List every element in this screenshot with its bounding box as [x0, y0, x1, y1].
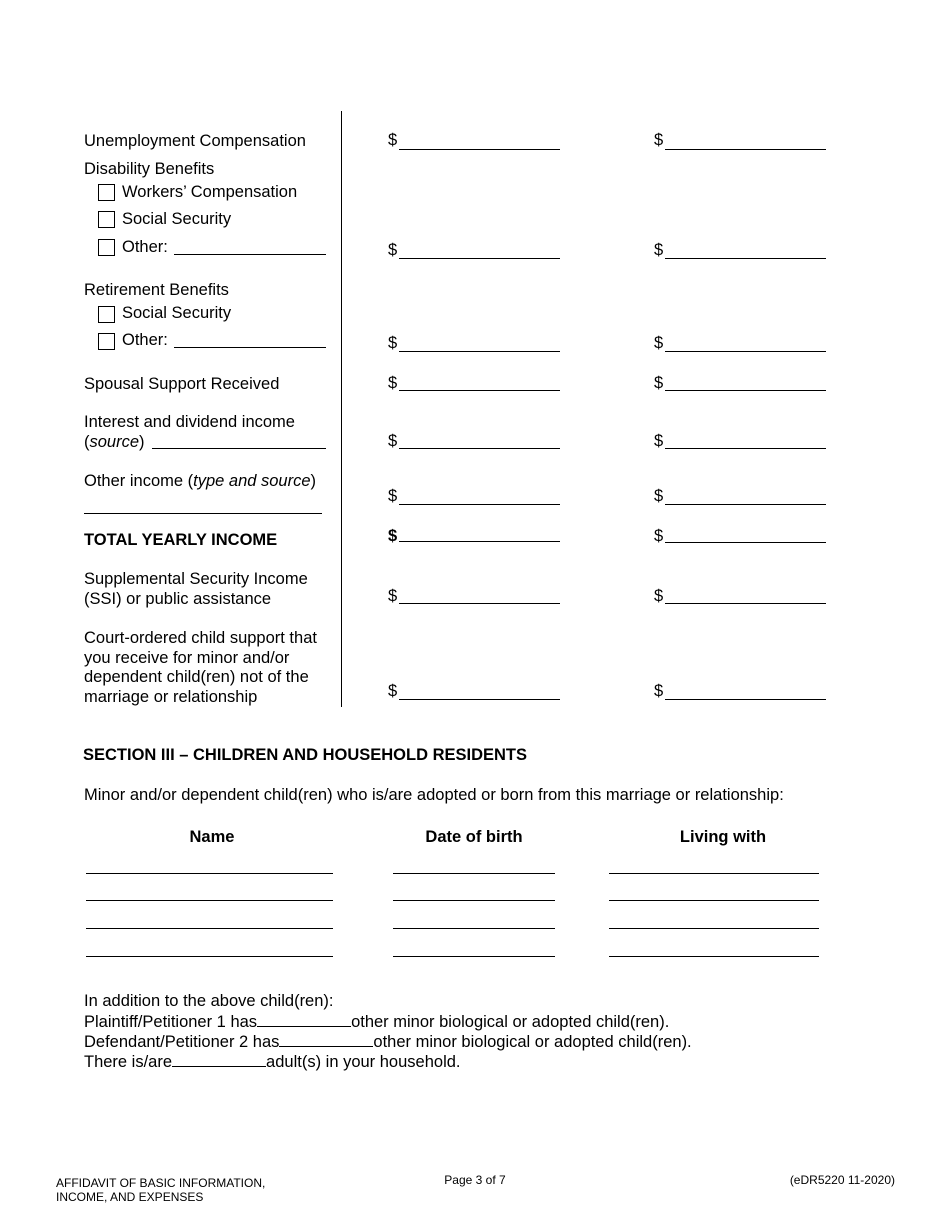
currency-sign: $	[388, 374, 398, 392]
disability-other-label: Other:	[122, 238, 168, 256]
currency-sign: $	[654, 334, 664, 352]
disability-social-security-checkbox[interactable]	[98, 211, 115, 228]
child-support-label-line1: Court-ordered child support that	[84, 629, 317, 647]
other-income-amount-2-field[interactable]	[665, 504, 826, 505]
child-dob-field[interactable]	[393, 873, 555, 874]
child-support-label-line2: you receive for minor and/or	[84, 649, 290, 667]
spousal-support-label: Spousal Support Received	[84, 375, 280, 393]
ssi-amount-2-field[interactable]	[665, 603, 826, 604]
column-header-date-of-birth: Date of birth	[425, 828, 523, 846]
total-amount-2-field[interactable]	[665, 542, 826, 543]
currency-sign: $	[388, 131, 398, 149]
petitioner-1-count-field[interactable]	[257, 1011, 351, 1027]
currency-sign: $	[388, 241, 398, 259]
currency-sign: $	[654, 374, 664, 392]
children-intro: Minor and/or dependent child(ren) who is/are adopted or born from this marriage or relationship:	[84, 786, 784, 804]
currency-sign: $	[654, 527, 664, 545]
other-income-label: Other income (type and source)	[84, 472, 317, 490]
disability-other-checkbox[interactable]	[98, 239, 115, 256]
child-support-label-line3: dependent child(ren) not of the	[84, 668, 309, 686]
column-divider	[341, 111, 342, 707]
petitioner-2-line: Defendant/Petitioner 2 has other minor biological or adopted child(ren).	[84, 1033, 692, 1051]
other-income-type-field[interactable]	[84, 513, 322, 514]
retirement-amount-2-field[interactable]	[665, 351, 826, 352]
page-number: Page 3 of 7	[444, 1173, 506, 1187]
petitioner-2-count-field[interactable]	[279, 1031, 373, 1047]
disability-other-field[interactable]	[174, 254, 326, 255]
currency-sign: $	[654, 587, 664, 605]
disability-amount-2-field[interactable]	[665, 258, 826, 259]
currency-sign: $	[654, 131, 664, 149]
child-name-field[interactable]	[86, 873, 333, 874]
interest-amount-1-field[interactable]	[399, 448, 560, 449]
retirement-amount-1-field[interactable]	[399, 351, 560, 352]
currency-sign: $	[388, 487, 398, 505]
adults-line: There is/are adult(s) in your household.	[84, 1053, 461, 1071]
disability-benefits-label: Disability Benefits	[84, 160, 215, 178]
child-support-label-line4: marriage or relationship	[84, 688, 258, 706]
interest-amount-2-field[interactable]	[665, 448, 826, 449]
child-living-with-field[interactable]	[609, 873, 819, 874]
child-name-field[interactable]	[86, 956, 333, 957]
currency-sign: $	[388, 682, 398, 700]
retirement-other-checkbox[interactable]	[98, 333, 115, 350]
additional-children-intro: In addition to the above child(ren):	[84, 992, 334, 1010]
disability-amount-1-field[interactable]	[399, 258, 560, 259]
currency-sign: $	[388, 587, 398, 605]
adults-count-field[interactable]	[172, 1051, 266, 1067]
ssi-amount-1-field[interactable]	[399, 603, 560, 604]
spousal-amount-1-field[interactable]	[399, 390, 560, 391]
ssi-label-line2: (SSI) or public assistance	[84, 590, 272, 608]
column-header-living-with: Living with	[679, 828, 767, 846]
retirement-social-security-label: Social Security	[122, 304, 232, 322]
child-dob-field[interactable]	[393, 956, 555, 957]
interest-source-label: (source)	[84, 433, 145, 451]
child-name-field[interactable]	[86, 900, 333, 901]
section-3-title: SECTION III – CHILDREN AND HOUSEHOLD RESIDENTS	[83, 746, 528, 764]
workers-comp-label: Workers’ Compensation	[122, 183, 298, 201]
retirement-social-security-checkbox[interactable]	[98, 306, 115, 323]
total-yearly-income-label: TOTAL YEARLY INCOME	[84, 531, 278, 549]
other-income-amount-1-field[interactable]	[399, 504, 560, 505]
workers-comp-checkbox[interactable]	[98, 184, 115, 201]
column-header-name: Name	[189, 828, 235, 846]
child-support-amount-1-field[interactable]	[399, 699, 560, 700]
currency-sign: $	[388, 432, 398, 450]
interest-source-field[interactable]	[152, 448, 326, 449]
petitioner-1-line: Plaintiff/Petitioner 1 has other minor biological or adopted child(ren).	[84, 1013, 670, 1031]
unemployment-amount-1-field[interactable]	[399, 149, 560, 150]
child-dob-field[interactable]	[393, 900, 555, 901]
spousal-amount-2-field[interactable]	[665, 390, 826, 391]
interest-label: Interest and dividend income	[84, 413, 295, 431]
footer-form-title-line2: INCOME, AND EXPENSES	[56, 1190, 204, 1204]
currency-sign: $	[654, 432, 664, 450]
retirement-other-field[interactable]	[174, 347, 326, 348]
form-code: (eDR5220 11-2020)	[789, 1173, 895, 1187]
currency-sign: $	[388, 334, 398, 352]
child-living-with-field[interactable]	[609, 956, 819, 957]
unemployment-amount-2-field[interactable]	[665, 149, 826, 150]
total-amount-1-field[interactable]	[399, 541, 560, 542]
currency-sign: $	[654, 487, 664, 505]
unemployment-label: Unemployment Compensation	[84, 132, 306, 150]
disability-social-security-label: Social Security	[122, 210, 232, 228]
ssi-label-line1: Supplemental Security Income	[84, 570, 308, 588]
child-name-field[interactable]	[86, 928, 333, 929]
child-living-with-field[interactable]	[609, 928, 819, 929]
retirement-benefits-label: Retirement Benefits	[84, 281, 229, 299]
currency-sign: $	[388, 527, 398, 545]
child-living-with-field[interactable]	[609, 900, 819, 901]
child-support-amount-2-field[interactable]	[665, 699, 826, 700]
child-dob-field[interactable]	[393, 928, 555, 929]
footer-form-title-line1: AFFIDAVIT OF BASIC INFORMATION,	[56, 1176, 266, 1190]
retirement-other-label: Other:	[122, 331, 168, 349]
currency-sign: $	[654, 241, 664, 259]
currency-sign: $	[654, 682, 664, 700]
